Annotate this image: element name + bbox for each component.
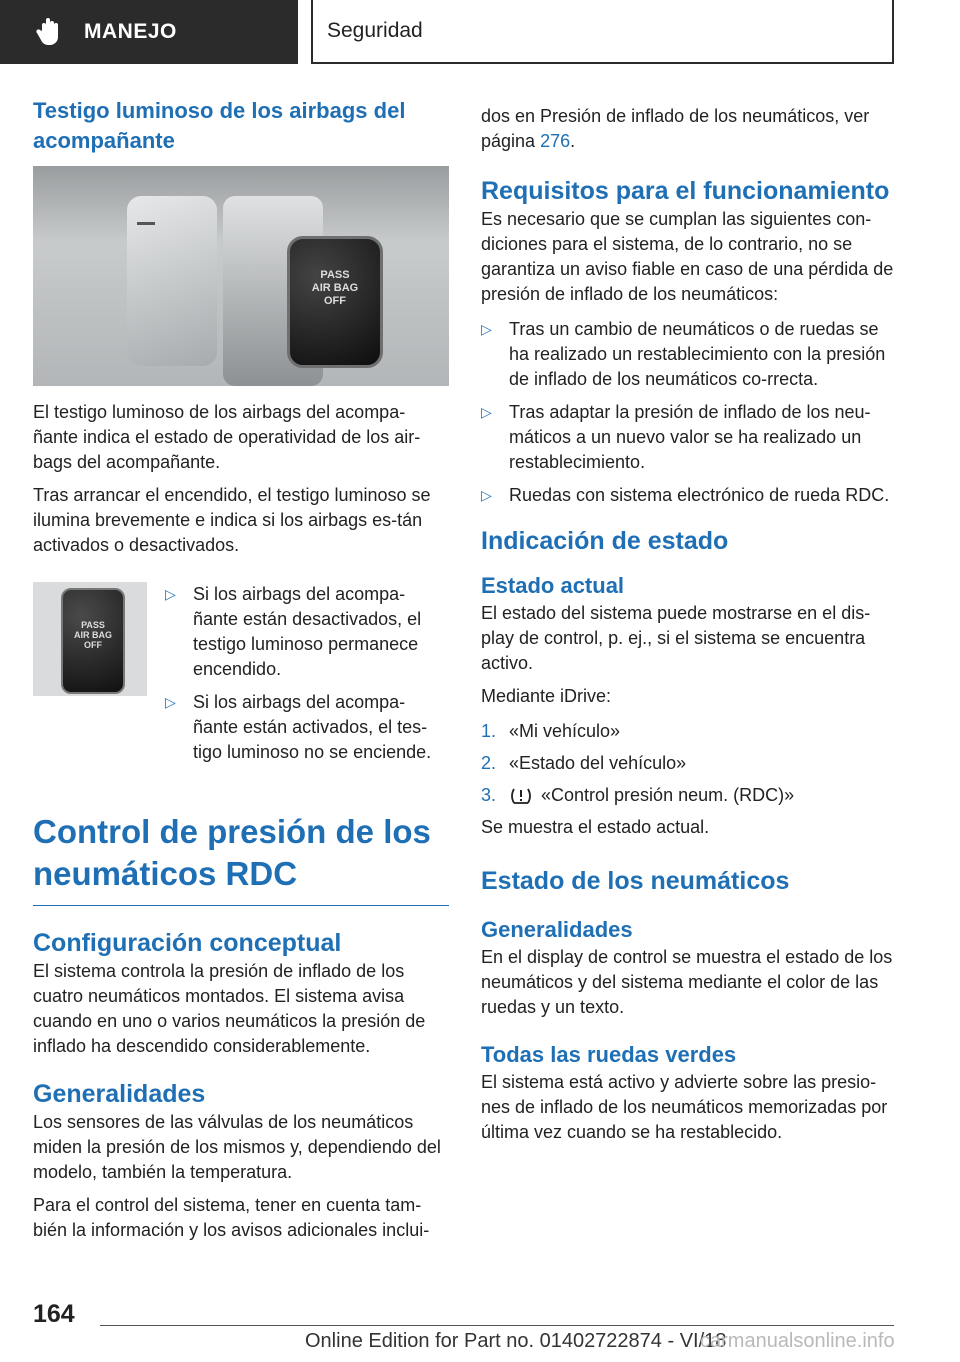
indicator-button [61,588,125,694]
rdc-chapter-heading: Control de presión de los neumáticos RDC [33,813,431,892]
requirements-list [481,317,897,508]
section-title: Seguridad [327,19,423,42]
step-number: 2. [481,753,497,773]
step-text: «Estado del vehículo» [509,753,687,773]
step-item [481,751,897,776]
airbag-light-heading: Testigo luminoso de los airbags del acompañante [33,98,406,153]
pass-airbag-off-indicator-icon [33,582,147,696]
list-item [481,317,897,392]
paragraph: Los sensores de las válvulas de los neumáticos miden la presión de los mismos y, dependiendo del modelo, también la temperatura. [33,1112,441,1182]
step-number: 3. [481,785,497,805]
all-green-heading: Todas las ruedas verdes [481,1042,737,1067]
chapter-label: MANEJO [84,20,177,43]
list-item-text: Ruedas con sistema electrónico de rueda RDC. [509,485,890,505]
tire-pressure-warning-icon [509,786,533,806]
indicator-block [33,582,449,773]
continued-text: dos en Presión de inflado de los neumáticos, ver página [481,106,870,151]
chapter-tab [0,0,298,64]
paragraph: El estado del sistema puede mostrarse en el dis-play de control, p. ej., si el sistema se encuentra activo. [481,603,871,673]
paragraph: Tras arrancar el encendido, el testigo luminoso se ilumina brevemente e indica si los airbags es-tán activados o desactivados. [33,485,431,555]
footer-rule [100,1325,894,1326]
list-item [481,400,897,475]
idrive-steps [481,719,897,808]
config-heading: Configuración conceptual [33,929,342,957]
triangle-bullet-icon: ▷ [481,487,492,503]
continued-paragraph [481,104,897,154]
heading-rule [33,905,449,906]
step-text: «Mi vehículo» [509,721,621,741]
edition-text: Online Edition for Part no. 01402722874 - VI/18 [305,1330,727,1352]
list-item-text: Tras adaptar la presión de inflado de los neu-máticos a un nuevo valor se ha realizado un restablecimiento. [509,402,871,472]
requirements-heading: Requisitos para el funcionamiento [481,177,890,205]
triangle-bullet-icon: ▷ [165,694,176,710]
photo-dash [137,222,155,225]
indicator-text-pass: PASS [81,620,105,630]
step-item [481,783,897,808]
general-subheading: Generalidades [481,917,633,942]
watermark: carmanualsonline.info [700,1330,895,1352]
triangle-bullet-icon: ▷ [481,404,492,420]
list-item-text: Si los airbags del acompa-ñante están activados, el tes-tigo luminoso no se enciende. [193,692,432,762]
list-item [165,582,449,682]
paragraph: Mediante iDrive: [481,686,612,706]
paragraph: En el display de control se muestra el estado de los neumáticos y del sistema mediante el color de las ruedas y un texto. [481,947,893,1017]
list-item-text: Tras un cambio de neumáticos o de ruedas se ha realizado un restablecimiento con la presión de inflado de los neumáticos co-rrecta. [509,319,886,389]
continued-end: . [570,131,576,151]
photo-text-off: OFF [324,295,346,307]
step-item [481,719,897,744]
step-text: «Control presión neum. (RDC)» [541,785,795,805]
left-column [33,96,449,1243]
status-heading: Indicación de estado [481,527,729,555]
paragraph: Se muestra el estado actual. [481,817,710,837]
indicator-bullet-list [165,582,449,773]
pass-airbag-off-button-photo [287,236,383,368]
general-heading: Generalidades [33,1080,206,1108]
photo-text-airbag: AIR BAG [311,282,359,294]
hand-pointer-icon [34,12,74,52]
page-number: 164 [33,1300,75,1328]
photo-text-pass: PASS [320,269,350,281]
triangle-bullet-icon: ▷ [481,321,492,337]
indicator-text-off: OFF [84,640,102,650]
triangle-bullet-icon: ▷ [165,586,176,602]
page-link[interactable]: 276 [540,131,571,151]
list-item [165,690,449,765]
paragraph: Es necesario que se cumplan las siguientes con-diciones para el sistema, de lo contrario, no se garantiza un aviso fiable en caso de una pérdida de presión de inflado de los neumáticos: [481,209,894,304]
paragraph: El sistema está activo y advierte sobre las presio-nes de inflado de los neumáticos memorizadas por última vez cuando se ha restablecido. [481,1072,888,1142]
list-item-text: Si los airbags del acompa-ñante están desactivados, el testigo luminoso permanece encendido. [193,584,422,679]
right-column [481,104,897,1145]
paragraph: El testigo luminoso de los airbags del acompa-ñante indica el estado de operatividad de los air-bags del acompañante. [33,402,421,472]
current-status-heading: Estado actual [481,573,625,598]
indicator-text-airbag: AIR BAG [74,630,112,640]
step-number: 1. [481,721,497,741]
paragraph: El sistema controla la presión de inflado de los cuatro neumáticos montados. El sistema avisa cuando en uno o varios neumáticos la presión de inflado ha descendido considerablemente. [33,961,426,1056]
airbag-switch-photo [33,166,449,386]
list-item [481,483,897,508]
tire-status-heading: Estado de los neumáticos [481,867,790,895]
paragraph: Para el control del sistema, tener en cuenta tam-bién la información y los avisos adicionales inclui- [33,1195,430,1240]
section-header [311,0,894,64]
